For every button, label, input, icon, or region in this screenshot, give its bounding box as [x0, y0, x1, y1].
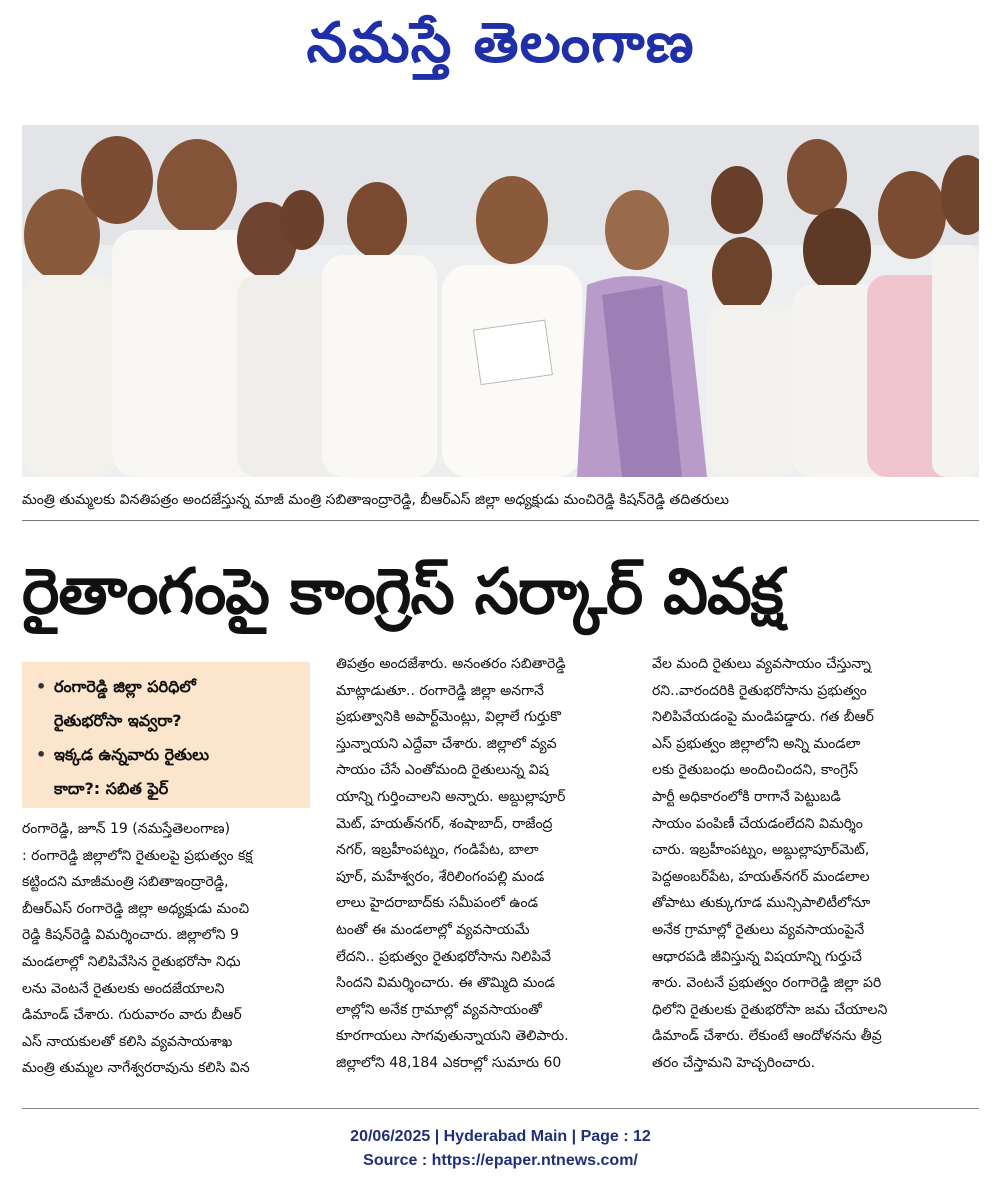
- text-line: తిపత్రం అందజేశారు. అనంతరం సబితారెడ్డి: [336, 656, 566, 672]
- text-line: లాల్లోని అనేక గ్రామాల్లో వ్యవసాయంతో: [336, 1001, 542, 1018]
- bullet-icon: •: [36, 677, 47, 696]
- text-line: ఎస్‌ నాయకులతో కలిసి వ్యవసాయశాఖ: [22, 1033, 233, 1050]
- text-line: లకు రైతుబంధు అందించిందని, కాంగ్రెస్‌: [652, 762, 859, 779]
- text-line: శారు. వెంటనే ప్రభుత్వం రంగారెడ్డి జిల్లా పరి: [652, 975, 882, 992]
- text-line: మండలాల్లో నిలిపివేసిన రైతుభరోసా నిధు: [22, 953, 241, 970]
- footer-divider: [22, 1108, 979, 1109]
- text-line: రని..వారందరికి రైతుభరోసాను ప్రభుత్వం: [652, 682, 867, 699]
- newspaper-logo: నమస్తే తెలంగాణ: [306, 10, 695, 75]
- text-line: రంగారెడ్డి, జూన్‌ 19 (నమస్తేతెలంగాణ): [22, 821, 231, 837]
- text-line: నిలిపివేయడంపై మండిపడ్డారు. గత బీఆర్‌: [652, 709, 874, 726]
- highlight-item: [36, 704, 300, 738]
- highlight-line: రైతుభరోసా ఇవ్వరా?: [54, 711, 182, 730]
- text-line: సిందని విమర్శించారు. ఈ తొమ్మిది మండ: [336, 975, 555, 992]
- article-headline: రైతాంగంపై కాంగ్రెస్‌ సర్కార్‌ వివక్ష: [22, 555, 783, 628]
- highlights-box: [22, 662, 310, 808]
- photo-illustration: [22, 125, 979, 477]
- text-line: మెట్‌, హయత్‌నగర్‌, శంషాబాద్‌, రాజేంద్ర: [336, 815, 553, 832]
- photo-caption: మంత్రి తుమ్మలకు వినతిపత్రం అందజేస్తున్న మాజీ మంత్రి సబితాఇంద్రారెడ్డి, బీఆర్‌ఎస్‌ జిల్లా అధ్యక్షుడు మంచిరెడ్డి కిషన్‌రెడ్డి తదితరులు: [22, 492, 730, 508]
- text-line: అనేక గ్రామాల్లో రైతులు వ్యవసాయంపైనే: [652, 921, 865, 938]
- text-line: పార్టీ అధికారంలోకి రాగానే పెట్టుబడి: [652, 788, 841, 805]
- bullet-icon: •: [36, 745, 47, 764]
- edition-info: 20/06/2025 | Hyderabad Main | Page : 12: [350, 1128, 651, 1145]
- text-line: టంతో ఈ మండలాల్లో వ్యవసాయమే: [336, 921, 530, 938]
- masthead: [0, 0, 1001, 118]
- text-line: నగర్‌, ఇబ్రహీంపట్నం, గండిపేట, బాలా: [336, 842, 539, 859]
- text-line: లను వెంటనే రైతులకు అందజేయాలని: [22, 980, 225, 997]
- text-line: : రంగారెడ్డి జిల్లాలోని రైతులపై ప్రభుత్వం కక్ష: [22, 847, 253, 864]
- text-line: పెద్దఅంబర్‌పేట, హయత్‌నగర్‌ మండలాల: [652, 868, 870, 885]
- text-line: యాన్ని గుర్తించాలని అన్నారు. అబ్దుల్లాపూర్‌: [336, 788, 566, 805]
- text-line: సాయం చేసే ఎంతోమంది రైతులున్న విష: [336, 762, 549, 779]
- source-link[interactable]: Source : https://epaper.ntnews.com/: [363, 1152, 638, 1169]
- text-line: లేదని.. ప్రభుత్వం రైతుభరోసాను నిలిపివే: [336, 948, 552, 965]
- text-line: బీఆర్‌ఎస్‌ రంగారెడ్డి జిల్లా అధ్యక్షుడు మంచి: [22, 900, 250, 917]
- text-line: స్తున్నాయని ఎద్దేవా చేశారు. జిల్లాలో వ్యవ: [336, 735, 557, 752]
- text-line: సాయం పంపిణీ చేయడంలేదని విమర్శిం: [652, 815, 863, 832]
- text-line: తరం చేస్తామని హెచ్చరించారు.: [652, 1054, 816, 1071]
- highlight-line: ఇక్కడ ఉన్నవారు రైతులు: [54, 745, 209, 764]
- text-line: చారు. ఇబ్రహీంపట్నం, అబ్దుల్లాపూర్‌మెట్‌,: [652, 842, 870, 859]
- text-line: మాట్లాడుతూ.. రంగారెడ్డి జిల్లా అనగానే: [336, 682, 544, 699]
- article-column-2: [336, 651, 640, 1077]
- text-line: ఎస్‌ ప్రభుత్వం జిల్లాలోని అన్ని మండలా: [652, 735, 861, 752]
- text-line: ప్రభుత్వానికి అపార్ట్‌మెంట్లు, విల్లాలే గుర్తుకొ: [336, 709, 561, 726]
- text-line: తోపాటు తుక్కుగూడ మున్సిపాలిటీలోనూ: [652, 895, 871, 912]
- people-group: [22, 136, 979, 477]
- text-line: డిమాండ్‌ చేశారు. లేకుంటే ఆందోళనను తీవ్ర: [652, 1028, 882, 1045]
- text-line: మంత్రి తుమ్మల నాగేశ్వరరావును కలిసి విన: [22, 1060, 250, 1077]
- text-line: కూరగాయలు సాగవుతున్నాయని తెలిపారు.: [336, 1028, 569, 1045]
- divider: [22, 520, 979, 521]
- highlight-line: రంగారెడ్డి జిల్లా పరిధిలో: [54, 677, 196, 696]
- highlight-item: [36, 738, 300, 772]
- text-line: డిమాండ్‌ చేశారు. గురువారం వారు బీఆర్‌: [22, 1007, 242, 1024]
- article-column-1: [22, 816, 322, 1082]
- text-line: ధిలోని రైతులకు రైతుభరోసా జమ చేయాలని: [652, 1001, 888, 1018]
- text-line: కట్టిందని మాజీమంత్రి సబితాఇంద్రారెడ్డి,: [22, 874, 229, 891]
- article-column-3: [652, 651, 978, 1077]
- highlight-item: [36, 772, 300, 806]
- highlight-item: [36, 670, 300, 704]
- text-line: జిల్లాలోని 48,184 ఎకరాల్లో సుమారు 60: [336, 1054, 562, 1071]
- text-line: రెడ్డి కిషన్‌రెడ్డి విమర్శించారు. జిల్లాలోని 9: [22, 927, 239, 944]
- text-line: పూర్‌, మహేశ్వరం, శేరిలింగంపల్లి మండ: [336, 868, 545, 885]
- text-line: ఆధారపడి జీవిస్తున్న విషయాన్ని గుర్తుచే: [652, 948, 862, 965]
- text-line: లాలు హైదరాబాద్‌కు సమీపంలో ఉండ: [336, 895, 539, 912]
- highlight-line: కాదా?: సబిత ఫైర్‌: [54, 779, 169, 798]
- text-line: వేల మంది రైతులు వ్యవసాయం చేస్తున్నా: [652, 656, 871, 672]
- news-photo: [22, 125, 979, 477]
